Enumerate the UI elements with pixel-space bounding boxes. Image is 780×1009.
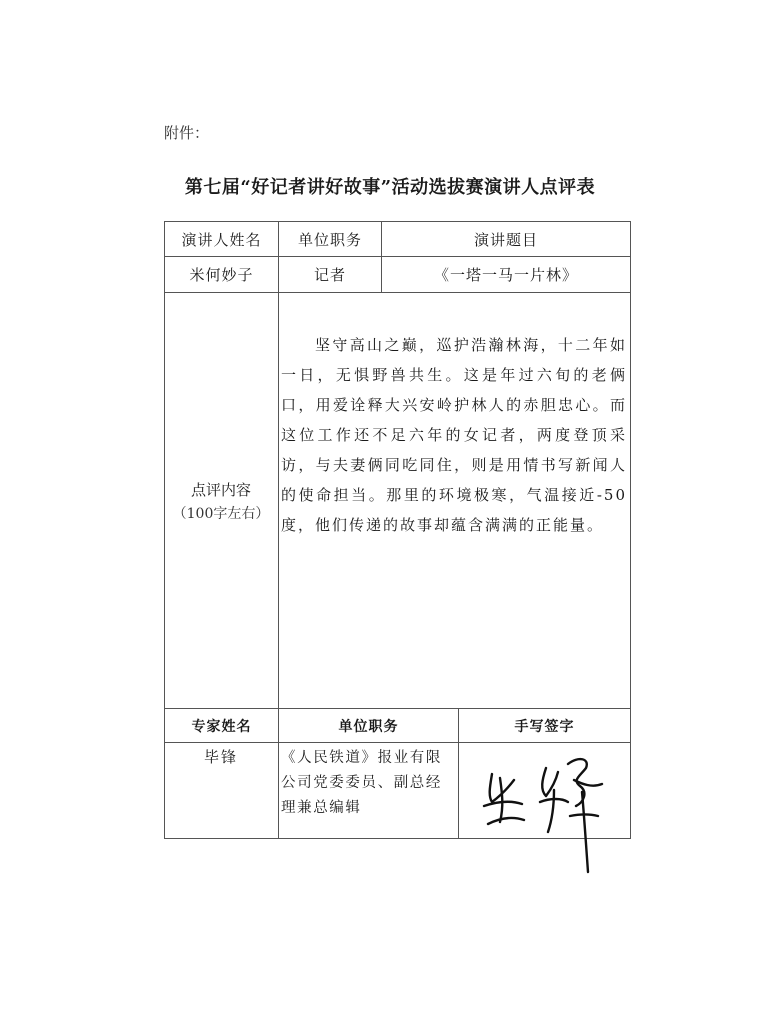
comment-label-text: 点评内容 xyxy=(190,481,251,499)
comment-text: 坚守高山之巅，巡护浩瀚林海，十二年如一日，无惧野兽共生。这是年过六旬的老俩口，用爱诠释大兴安岭护林人的赤胆忠心。而这位工作还不足六年的女记者，两度登顶采访，与夫妻俩同吃同住，则是用情书写新闻人的使命担当。那里的环境极寒，气温接近-50度，他们传递的故事却蕴含满满的正能量。 xyxy=(281,336,627,534)
comment-label xyxy=(165,478,277,526)
attachment-label: 附件： xyxy=(164,124,210,142)
table-border-right xyxy=(630,221,631,839)
header-speaker-topic: 演讲题目 xyxy=(473,230,538,249)
table-rule-row2 xyxy=(164,292,631,293)
table-rule-row4 xyxy=(164,742,631,743)
handwritten-signature xyxy=(470,744,620,874)
speaker-unit: 记者 xyxy=(313,266,346,284)
header-expert-unit: 单位职务 xyxy=(338,718,399,735)
table-col-divider-1 xyxy=(278,221,279,839)
speaker-topic: 《一塔一马一片林》 xyxy=(433,266,578,284)
document-title: 第七届“好记者讲好故事”活动选拔赛演讲人点评表 xyxy=(184,177,596,198)
header-signature: 手写签字 xyxy=(514,718,575,735)
comment-label-sublabel: （100字左右） xyxy=(172,506,270,522)
expert-name: 毕锋 xyxy=(203,748,238,766)
header-speaker-unit: 单位职务 xyxy=(297,230,362,249)
speaker-name: 米何妙子 xyxy=(189,266,254,284)
header-speaker-name: 演讲人姓名 xyxy=(181,230,262,249)
header-expert-name: 专家姓名 xyxy=(191,718,252,735)
expert-unit: 《人民铁道》报业有限公司党委委员、副总经理兼总编辑 xyxy=(281,750,442,816)
